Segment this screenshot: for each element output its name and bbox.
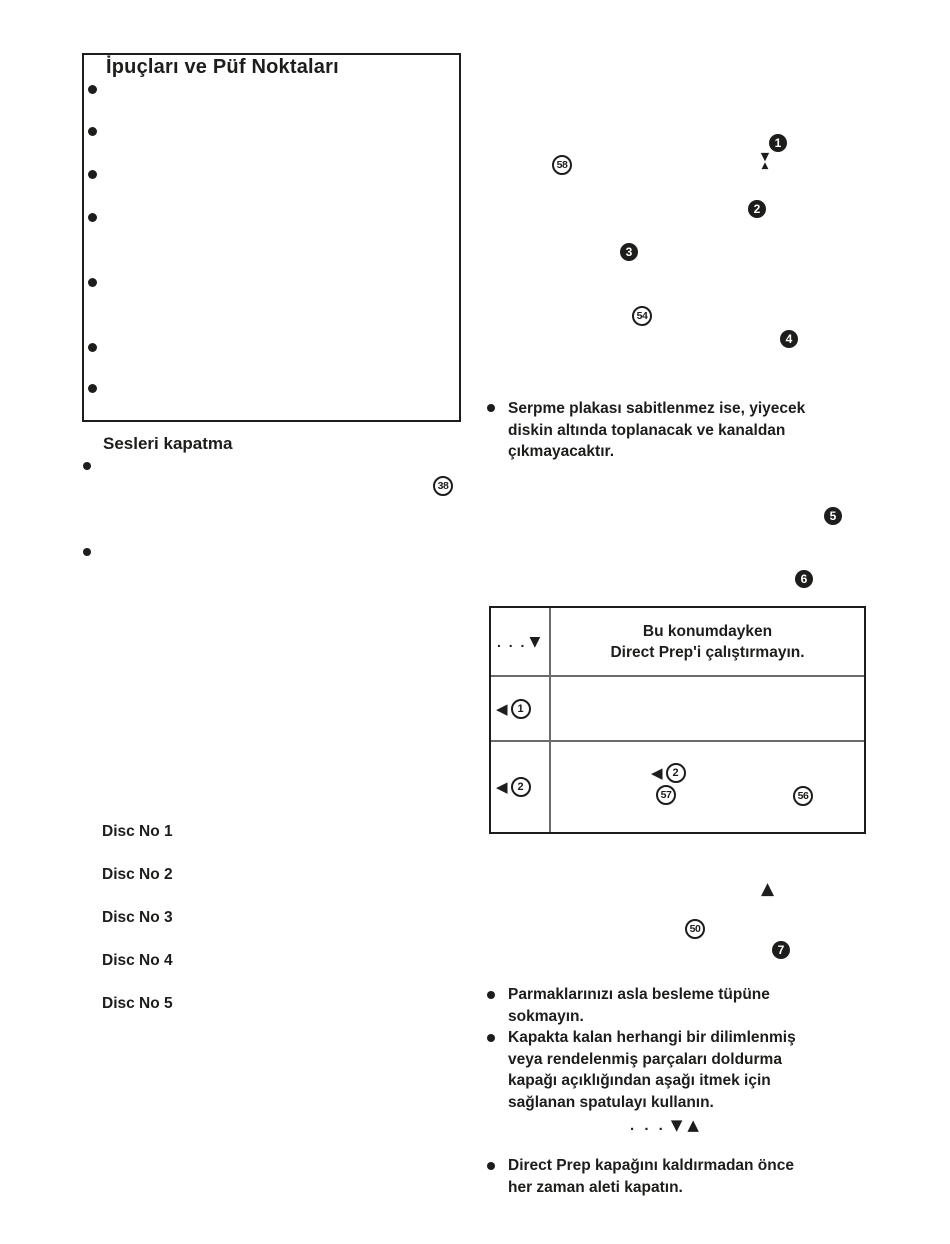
bullet-dot — [83, 462, 91, 470]
disc-list-item: Disc No 4 — [102, 952, 173, 969]
position-2-badge — [511, 777, 531, 797]
left-triangle-icon: ◀ — [496, 778, 508, 796]
step-6-marker — [795, 570, 813, 588]
disc-list-item: Disc No 3 — [102, 909, 173, 926]
step-1-label: 1 — [774, 136, 782, 150]
step-2-label: 2 — [753, 202, 761, 216]
bullet-dot — [487, 1162, 495, 1170]
tips-box — [82, 53, 461, 422]
down-triangle-icon: ▼ — [760, 150, 770, 163]
step-2-marker — [748, 200, 766, 218]
inline-position-2 — [651, 763, 686, 783]
bullet-dot — [487, 1034, 495, 1042]
paragraph-line: çıkmayacaktır. — [508, 443, 615, 460]
bullet-dot — [83, 548, 91, 556]
position-1-badge — [511, 699, 531, 719]
paragraph-line: Direct Prep kapağını kaldırmadan önce — [508, 1157, 794, 1174]
paragraph-line: Serpme plakası sabitlenmez ise, yiyecek — [508, 400, 806, 417]
callout-badge-54 — [632, 306, 652, 326]
up-triangle-icon: ▲ — [687, 1116, 699, 1134]
table-cell-position-2 — [491, 742, 551, 832]
warning-line-2: Direct Prep'i çalıştırmayın. — [610, 643, 805, 661]
warning-line-1: Bu konumdayken — [642, 622, 773, 640]
callout-badge-54-label: 54 — [636, 310, 648, 322]
table-cell-position-1 — [491, 677, 551, 742]
table-cell-warning-text — [551, 608, 864, 677]
callout-badge-56 — [793, 786, 813, 806]
paragraph-line: diskin altında toplanacak ve kanaldan — [508, 421, 786, 439]
bullet-dot — [88, 127, 97, 136]
step-1-marker — [769, 134, 787, 152]
callout-badge-56-label: 56 — [797, 790, 809, 802]
callout-badge-57 — [656, 785, 676, 805]
paragraph-line: sağlanan spatulayı kullanın. — [508, 1093, 714, 1111]
step-3-label: 3 — [625, 245, 633, 259]
paragraph-serpme — [508, 398, 805, 463]
bullet-dot — [88, 384, 97, 393]
disc-list-item: Disc No 2 — [102, 866, 173, 883]
bullet-dot — [88, 343, 97, 352]
dots-symbol: . . . — [630, 1116, 666, 1134]
paragraph-line: Parmaklarınızı asla besleme tüpüne — [508, 986, 770, 1003]
section-heading-sound: Sesleri kapatma — [103, 434, 233, 453]
step-5-label: 5 — [829, 509, 837, 523]
tips-box-title: İpuçları ve Püf Noktaları — [106, 56, 339, 78]
callout-badge-38-label: 38 — [437, 480, 449, 492]
step-7-label: 7 — [777, 943, 785, 957]
left-triangle-icon: ◀ — [651, 764, 663, 782]
down-triangle-icon: ▼ — [529, 633, 541, 650]
step-4-label: 4 — [785, 332, 793, 346]
paragraph-line: veya rendelenmiş parçaları doldurma — [508, 1050, 782, 1068]
callout-badge-50-label: 50 — [689, 923, 701, 935]
table-cell-position-symbol — [491, 608, 551, 677]
disc-list-item: Disc No 1 — [102, 823, 173, 840]
step-6-label: 6 — [800, 572, 808, 586]
up-triangle-icon: ▲ — [761, 161, 769, 171]
bullet-dot — [88, 278, 97, 287]
up-triangle-icon: ▲ — [761, 879, 775, 899]
paragraph-direct-prep — [508, 1155, 794, 1198]
bullet-dot — [88, 85, 97, 94]
left-triangle-icon: ◀ — [496, 699, 508, 718]
paragraph-parmak — [508, 984, 770, 1027]
bullet-dot — [487, 404, 495, 412]
disc-list-item: Disc No 5 — [102, 995, 173, 1012]
callout-badge-58 — [552, 155, 572, 175]
callout-badge-57-label: 57 — [660, 789, 672, 801]
paragraph-line: her zaman aleti kapatın. — [508, 1178, 683, 1196]
down-up-arrows-icon — [757, 152, 773, 171]
bullet-dot — [88, 213, 97, 222]
paragraph-line: kapağı açıklığından aşağı itmek için — [508, 1072, 771, 1089]
dots-symbol: . . . — [497, 633, 527, 650]
step-5-marker — [824, 507, 842, 525]
callout-badge-58-label: 58 — [556, 159, 568, 171]
step-3-marker — [620, 243, 638, 261]
position-2-label: 2 — [517, 781, 524, 793]
bullet-dot — [88, 170, 97, 179]
inline-position-2-badge — [666, 763, 686, 783]
paragraph-line: Kapakta kalan herhangi bir dilimlenmiş — [508, 1029, 796, 1046]
step-4-marker — [780, 330, 798, 348]
callout-badge-38 — [433, 476, 453, 496]
position-warning-table — [489, 606, 866, 834]
bullet-dot — [487, 991, 495, 999]
step-7-marker — [772, 941, 790, 959]
position-1-label: 1 — [517, 702, 524, 715]
paragraph-kapak — [508, 1027, 796, 1113]
callout-badge-50 — [685, 919, 705, 939]
position-symbols-legend — [630, 1116, 699, 1134]
down-triangle-icon: ▼ — [670, 1116, 683, 1134]
table-cell-position-2-detail — [551, 742, 864, 832]
inline-position-2-label: 2 — [672, 767, 679, 779]
table-cell-empty — [551, 677, 864, 742]
paragraph-line: sokmayın. — [508, 1007, 584, 1025]
